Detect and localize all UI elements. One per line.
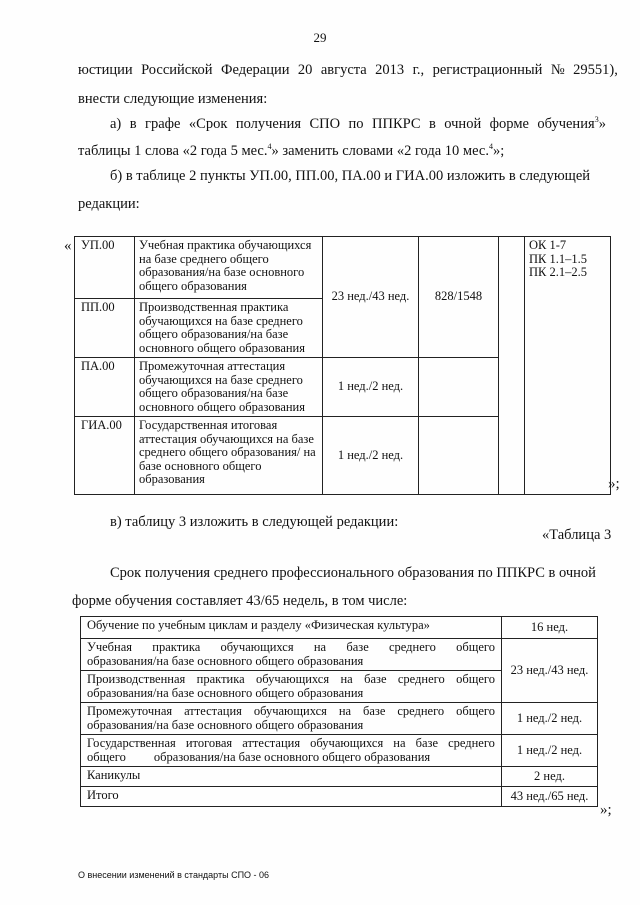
item-b-line-1: б) в таблице 2 пункты УП.00, ПП.00, ПА.00 и ГИА.00 изложить в следующей [110, 168, 591, 184]
word: обучающихся [310, 736, 384, 750]
table3-label: Каникулы [81, 767, 502, 787]
table3-value: 2 нед. [502, 767, 598, 787]
table3-value: 1 нед./2 нед. [502, 703, 598, 735]
table3-value: 1 нед./2 нед. [502, 735, 598, 767]
table-row [81, 735, 598, 767]
intro-line-1 [78, 62, 618, 79]
page-number: 29 [313, 30, 327, 45]
word: среднего [448, 736, 495, 750]
table-row [81, 703, 598, 735]
word: графе [145, 116, 181, 132]
word: Учебная [87, 640, 133, 654]
table2-pa-weeks: 1 нед./2 нед. [323, 358, 419, 417]
table2-empty-cell [499, 237, 525, 495]
footnote-3: 3 [594, 115, 599, 124]
word: аттестация [242, 736, 301, 750]
word: обучающихся [256, 672, 330, 686]
table2-code: ПА.00 [75, 358, 135, 417]
word: на [313, 640, 327, 654]
paragraph-line-1: Срок получения среднего профессионального образования по ППКРС в очной [110, 565, 596, 581]
word: юстиции [78, 62, 133, 78]
word: базе [364, 672, 387, 686]
table2-empty-cell [419, 417, 499, 495]
word: форме [489, 116, 529, 132]
word: Промежуточная [87, 704, 173, 718]
item-a-line-1 [110, 116, 606, 133]
table2-desc: Промежуточная аттестация обучающихся на базе среднего общего образования/на базе основного общего образования [135, 358, 323, 417]
word: в [129, 116, 137, 132]
word: 20 [297, 62, 313, 78]
table2 [74, 236, 611, 495]
word: Федерации [221, 62, 290, 78]
word: обучения [537, 116, 595, 132]
word: обучающихся [253, 704, 327, 718]
table3-label: Итого [81, 787, 502, 807]
word: 29551), [573, 62, 618, 78]
word: получения [235, 116, 302, 132]
word: образования/на базе основного общего образования [153, 749, 431, 764]
table3-caption: «Таблица 3 [542, 527, 612, 543]
table2-code: ПП.00 [75, 299, 135, 358]
word: на [338, 704, 352, 718]
word: «Срок [188, 116, 228, 132]
item-a-words [110, 116, 595, 133]
word: итоговая [185, 736, 233, 750]
word: базе [415, 736, 438, 750]
table-row [75, 237, 611, 299]
table3-label: Учебная практика обучающихся на базе среднего общего образования/на базе основного общего образования [81, 639, 502, 671]
word: практика [196, 672, 245, 686]
table2-code: УП.00 [75, 237, 135, 299]
word: среднего [397, 672, 445, 686]
table3 [80, 616, 598, 807]
word: очной [444, 116, 482, 132]
footnote-4a: 4 [267, 142, 272, 151]
table3-label: Производственная практика обучающихся на базе среднего общего образования/на базе основного общего образования [81, 671, 502, 703]
word: базе [363, 704, 386, 718]
table3-label [81, 735, 502, 767]
table2-empty-cell [419, 358, 499, 417]
word: Российской [141, 62, 213, 78]
table3-value: 23 нед./43 нед. [502, 639, 598, 703]
word: по [348, 116, 364, 132]
footnote-4b: 4 [488, 142, 493, 151]
paragraph-line-2: форме обучения составляет 43/65 недель, в том числе: [72, 593, 408, 609]
word: августа [320, 62, 367, 78]
word: общего [456, 640, 495, 654]
table3-value: 43 нед./65 нед. [502, 787, 598, 807]
table2-desc: Учебная практика обучающихся на базе среднего общего образования/на базе основного общего образования [135, 237, 323, 299]
word: № [550, 62, 565, 78]
item-c: в) таблицу 3 изложить в следующей редакции: [110, 514, 399, 530]
table3-label: Обучение по учебным циклам и разделу «Физическая культура» [81, 617, 502, 639]
word: г., [412, 62, 425, 78]
table3-label: Промежуточная аттестация обучающихся на базе среднего общего образования/на базе основного общего образования [81, 703, 502, 735]
table2-practice-hours: 828/1548 [419, 237, 499, 358]
word: среднего [397, 704, 445, 718]
word: общего [87, 749, 126, 764]
word: Производственная [87, 672, 186, 686]
item-a-line-2: таблицы 1 слова «2 года 5 мес.$^4$» заменить словами «2 года 10 мес.$^4$»; [78, 142, 505, 159]
table2-desc: Производственная практика обучающихся на базе среднего общего образования/на базе основного общего образования [135, 299, 323, 358]
word: регистрационный [432, 62, 543, 78]
word: обучающихся [220, 640, 294, 654]
word: 2013 [375, 62, 405, 78]
word: в [428, 116, 436, 132]
table2-practice-weeks: 23 нед./43 нед. [323, 237, 419, 358]
word: базе [346, 640, 369, 654]
word: на [340, 672, 353, 686]
word: среднего [389, 640, 436, 654]
word: общего [456, 704, 495, 718]
word: на [393, 736, 406, 750]
table2-desc: Государственная итоговая аттестация обучающихся на базе среднего общего образования/ на базе основного общего образования [135, 417, 323, 495]
item-a-tail: $^3$» [594, 115, 606, 132]
table2-close-quote: »; [608, 476, 620, 492]
word: общего [456, 672, 495, 686]
table2-competencies: ОК 1-7 ПК 1.1–1.5 ПК 2.1–2.5 [525, 237, 611, 495]
table2-gia-weeks: 1 нед./2 нед. [323, 417, 419, 495]
table-row [81, 787, 598, 807]
table-row [81, 617, 598, 639]
table3-value: 16 нед. [502, 617, 598, 639]
table2-code: ГИА.00 [75, 417, 135, 495]
item-b-line-2: редакции: [78, 196, 140, 212]
word: аттестация [184, 704, 242, 718]
table3-close-quote: »; [600, 802, 612, 818]
table-row [81, 767, 598, 787]
intro-line-2: внести следующие изменения: [78, 91, 268, 107]
word: практика [152, 640, 201, 654]
table2-open-quote: « [64, 238, 72, 254]
word: СПО [309, 116, 341, 132]
footer: О внесении изменений в стандарты СПО - 06 [78, 870, 270, 880]
word: а) [110, 116, 122, 132]
word: Государственная [87, 736, 176, 750]
word: ППКРС [372, 116, 421, 132]
table-row [81, 639, 598, 671]
